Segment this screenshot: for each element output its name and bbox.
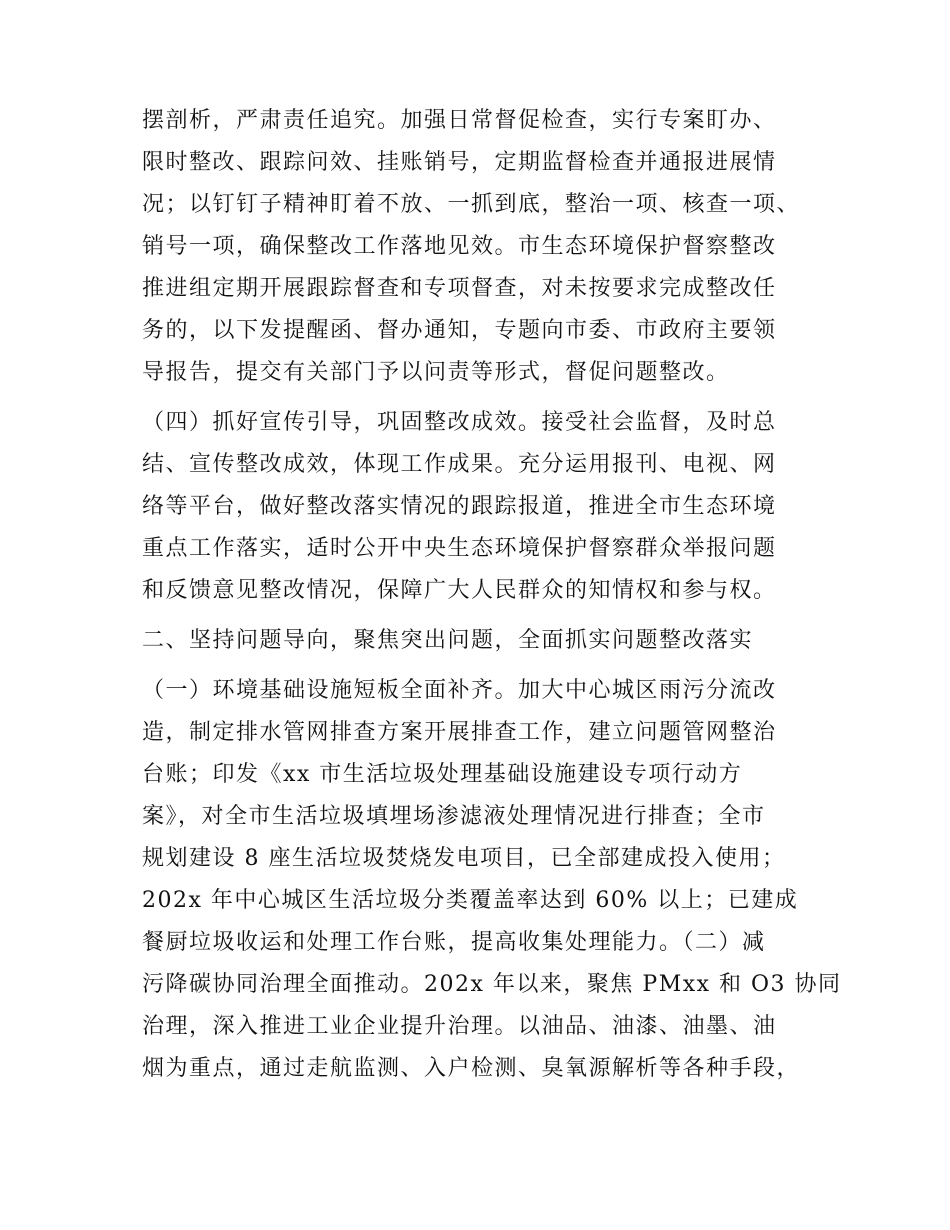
text-line: 烟为重点，通过走航监测、入户检测、臭氧源解析等各种手段，	[142, 1056, 801, 1081]
text-line: 销号一项，确保整改工作落地见效。市生态环境保护督察整改	[142, 234, 777, 259]
text-line: 务的，以下发提醒函、督办通知，专题向市委、市政府主要领	[142, 318, 777, 343]
text-line: （一）环境基础设施短板全面补齐。加大中心城区雨污分流改	[142, 678, 777, 703]
text-line: 况；以钉钉子精神盯着不放、一抓到底，整治一项、核查一项、	[142, 192, 801, 217]
text-line: 餐厨垃圾收运和处理工作台账，提高收集处理能力。（二）减	[142, 930, 766, 955]
text-line: 结、宣传整改成效，体现工作成果。充分运用报刊、电视、网	[142, 452, 777, 477]
text-line: 治理，深入推进工业企业提升治理。以油品、油漆、油墨、油	[142, 1014, 777, 1039]
section-heading	[142, 620, 822, 662]
text-line: 台账；印发《xx 市生活垃圾处理基础设施建设专项行动方	[142, 762, 743, 787]
text-line: 重点工作落实，适时公开中央生态环境保护督察群众举报问题	[142, 536, 777, 561]
text-line: （四）抓好宣传引导，巩固整改成效。接受社会监督，及时总	[142, 410, 777, 435]
text-line: 和反馈意见整改情况，保障广大人民群众的知情权和参与权。	[142, 578, 777, 603]
text-line: 摆剖析，严肃责任追究。加强日常督促检查，实行专案盯办、	[142, 108, 777, 133]
text-line: 导报告，提交有关部门予以问责等形式，督促问题整改。	[142, 360, 730, 385]
document-body	[142, 100, 842, 1090]
text-line: 污降碳协同治理全面推动。202x 年以来，聚焦 PMxx 和 O3 协同	[142, 972, 842, 997]
text-line: 络等平台，做好整改落实情况的跟踪报道，推进全市生态环境	[142, 494, 777, 519]
text-line: 推进组定期开展跟踪督查和专项督查，对未按要求完成整改任	[142, 276, 777, 301]
text-line: 202x 年中心城区生活垃圾分类覆盖率达到 60% 以上；已建成	[142, 888, 799, 913]
text-line: 造，制定排水管网排查方案开展排查工作，建立问题管网整治	[142, 720, 777, 745]
text-line: 规划建设 8 座生活垃圾焚烧发电项目，已全部建成投入使用；	[142, 846, 786, 871]
text-line: 案》，对全市生活垃圾填埋场渗滤液处理情况进行排查；全市	[142, 804, 766, 829]
paragraph-publicity	[142, 402, 822, 612]
paragraph-infrastructure	[142, 670, 842, 1090]
paragraph-supervision	[142, 100, 822, 394]
heading-line: 二、坚持问题导向，聚焦突出问题，全面抓实问题整改落实	[142, 628, 754, 653]
text-line: 限时整改、跟踪问效、挂账销号，定期监督检查并通报进展情	[142, 150, 777, 175]
